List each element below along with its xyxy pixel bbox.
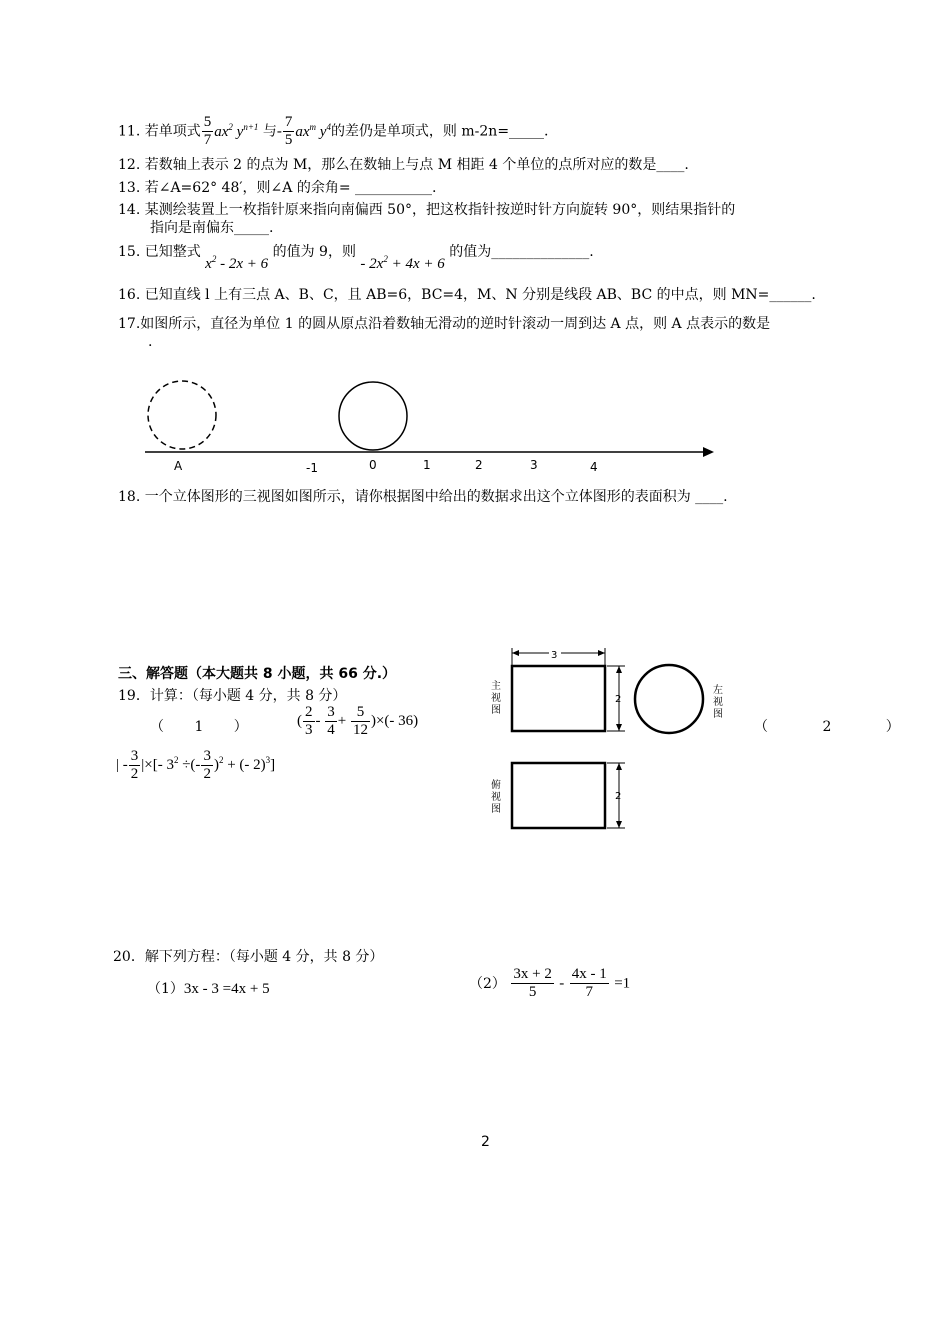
page-number: 2 bbox=[481, 1134, 490, 1150]
label-4: 4 bbox=[590, 460, 598, 474]
q19-title: 19．计算：（每小题 4 分，共 8 分） bbox=[118, 688, 347, 704]
front-view-label: 主视图 bbox=[491, 681, 501, 716]
section-3-title: 三、解答题（本大题共 8 小题，共 66 分.） bbox=[118, 666, 397, 682]
left-view-circle bbox=[635, 665, 703, 733]
question-18: 18. 一个立体图形的三视图如图所示，请你根据图中给出的数据求出这个立体图形的表面积为 ____. bbox=[118, 489, 728, 505]
dim-height1-label: 2 bbox=[615, 694, 622, 705]
question-16: 16. 已知直线 l 上有三点 A、B、C，且 AB=6，BC=4，M、N 分别是线段 AB、BC 的中点，则 MN=______. bbox=[118, 287, 816, 303]
expr-neg2x2-4x-6: - $2x^2 + 4x + 6$ bbox=[360, 254, 445, 272]
dim-width-label: 3 bbox=[551, 650, 558, 661]
expr-axmy4: $ax^m$ $y^4$ bbox=[295, 121, 331, 140]
fraction-7-5: $\frac{7}{5}$ bbox=[284, 114, 293, 148]
q20-title: 20．解下列方程：（每小题 4 分，共 8 分） bbox=[113, 949, 384, 965]
q19-part2-label: （ 2 ） bbox=[754, 719, 900, 735]
front-view-rect bbox=[512, 666, 605, 731]
expr-x2-2x-6: $x^2 - 2x + 6$ bbox=[205, 254, 269, 272]
label-neg1: -1 bbox=[306, 461, 318, 475]
label-1: 1 bbox=[423, 458, 431, 472]
solid-circle bbox=[339, 382, 407, 450]
question-17: 17.如图所示，直径为单位 1 的圆从原点沿着数轴无滑动的逆时针滚动一周到达 A 点，则 A 点表示的数是 . bbox=[118, 316, 771, 350]
arrow-icon bbox=[703, 447, 714, 457]
label-a: A bbox=[174, 459, 183, 473]
question-15: 15. 已知整式 $x^2 - 2x + 6$ 的值为 9，则 - $2x^2 + 4x + 6$ 的值为______________. bbox=[118, 244, 594, 272]
dashed-circle bbox=[148, 381, 216, 449]
q20-part1: （1）3x - 3 =4x + 5 bbox=[147, 981, 270, 997]
q19-part1-label: （ 1 ） bbox=[150, 719, 248, 735]
label-0: 0 bbox=[369, 458, 377, 472]
top-view-label: 俯视图 bbox=[491, 780, 501, 815]
number-line-figure bbox=[140, 375, 730, 475]
question-14: 14. 某测绘装置上一枚指针原来指向南偏西 50°，把这枚指针按逆时针方向旋转 90°，则结果指针的 指向是南偏东_____. bbox=[118, 202, 736, 236]
left-view-label: 左视图 bbox=[713, 685, 723, 720]
question-11: 11. 若单项式 $\frac{5}{7}$ $ax^2$ $y^{n+1}$ 与- $\frac{7}{5}$ $ax^m$ $y^4$的差仍是单项式，则 m-2n=_____. bbox=[118, 114, 549, 148]
question-13: 13. 若∠A=62° 48′，则∠A 的余角= ___________. bbox=[118, 180, 437, 196]
top-view-rect bbox=[512, 763, 605, 828]
label-2: 2 bbox=[475, 458, 483, 472]
dim-height2-label: 2 bbox=[615, 791, 622, 802]
expr-ax2yn1: $ax^2$ $y^{n+1}$ bbox=[214, 121, 259, 140]
question-12: 12. 若数轴上表示 2 的点为 M，那么在数轴上与点 M 相距 4 个单位的点所对应的数是____. bbox=[118, 157, 689, 173]
fraction-5-7: $\frac{5}{7}$ bbox=[203, 114, 212, 148]
three-views-figure bbox=[485, 645, 735, 835]
q19-expr2: | - $\frac{3}{2}$ |×[- $3^2$ ÷(- $\frac{3}{2}$ )$^2$ + (- 2)$^3$] bbox=[116, 748, 276, 782]
label-3: 3 bbox=[530, 458, 538, 472]
q19-expr1: ( $\frac{2}{3}$ - $\frac{3}{4}$ + $\frac{5}{12}$ )×(- 36) bbox=[297, 704, 419, 738]
q20-part2: （2） $\frac{3x + 2}{5}$ - $\frac{4x - 1}{7}$ =1 bbox=[469, 966, 631, 1000]
